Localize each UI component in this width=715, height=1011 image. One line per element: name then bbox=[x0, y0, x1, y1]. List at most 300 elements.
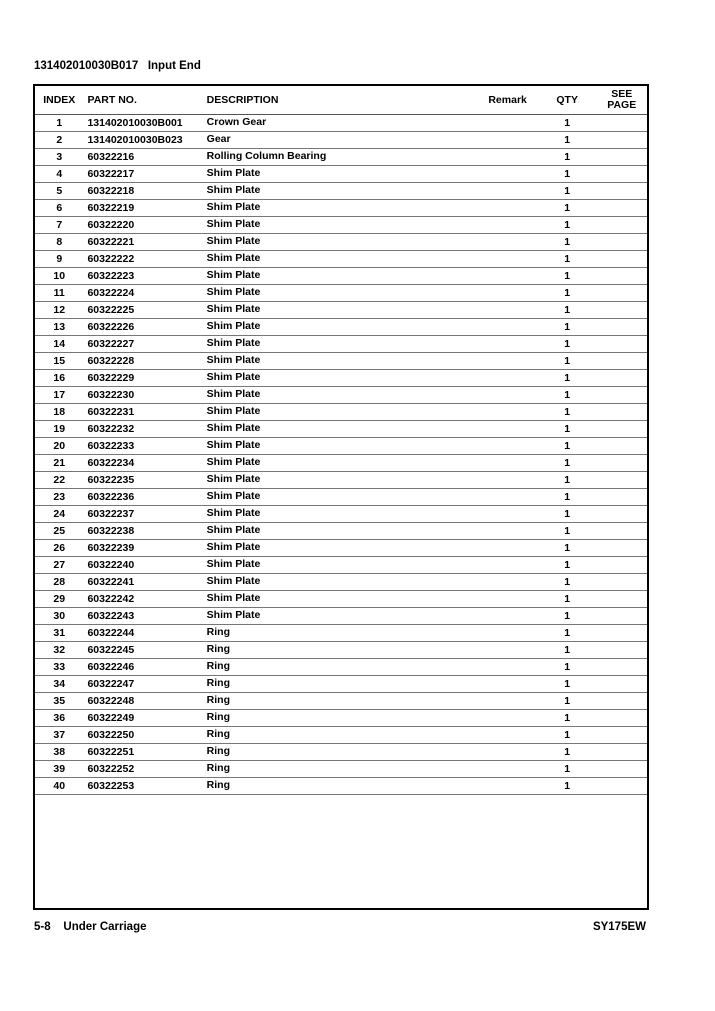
table-row bbox=[35, 744, 647, 761]
cell-description bbox=[207, 659, 478, 676]
cell-part-no: 60322226 bbox=[83, 319, 206, 336]
col-header-qty: QTY bbox=[538, 86, 597, 115]
cell-index: 28 bbox=[35, 574, 83, 591]
cell-description bbox=[207, 285, 478, 302]
description-text: Shim Plate bbox=[206, 218, 261, 230]
cell-index: 19 bbox=[35, 421, 83, 438]
cell-part-no: 60322252 bbox=[83, 761, 206, 778]
cell-see-page bbox=[596, 234, 647, 251]
description-text: Shim Plate bbox=[206, 609, 261, 621]
cell-index: 14 bbox=[35, 336, 83, 353]
cell-qty: 1 bbox=[538, 166, 597, 183]
table-row bbox=[35, 132, 647, 149]
cell-see-page bbox=[596, 642, 647, 659]
cell-qty: 1 bbox=[538, 319, 597, 336]
cell-see-page bbox=[596, 744, 647, 761]
table-row bbox=[35, 353, 647, 370]
cell-qty: 1 bbox=[538, 676, 597, 693]
cell-remark bbox=[477, 387, 538, 404]
parts-table-frame bbox=[33, 84, 649, 910]
description-text: Ring bbox=[206, 745, 230, 757]
col-header-see-page bbox=[596, 86, 647, 115]
cell-qty: 1 bbox=[538, 302, 597, 319]
cell-index: 2 bbox=[35, 132, 83, 149]
cell-description bbox=[207, 710, 478, 727]
cell-qty: 1 bbox=[538, 761, 597, 778]
cell-part-no: 60322233 bbox=[83, 438, 206, 455]
cell-description bbox=[207, 574, 478, 591]
cell-see-page bbox=[596, 132, 647, 149]
description-text: Shim Plate bbox=[206, 456, 261, 468]
description-text: Shim Plate bbox=[206, 184, 261, 196]
cell-qty: 1 bbox=[538, 608, 597, 625]
cell-description bbox=[207, 761, 478, 778]
cell-see-page bbox=[596, 506, 647, 523]
table-body bbox=[35, 115, 647, 795]
cell-remark bbox=[477, 115, 538, 132]
see-page-line-2: PAGE bbox=[607, 99, 637, 111]
cell-see-page bbox=[596, 591, 647, 608]
cell-description bbox=[207, 132, 478, 149]
cell-remark bbox=[477, 132, 538, 149]
cell-remark bbox=[477, 149, 538, 166]
parts-table bbox=[35, 86, 647, 795]
cell-part-no: 60322239 bbox=[83, 540, 206, 557]
table-row bbox=[35, 183, 647, 200]
description-text: Ring bbox=[206, 711, 230, 723]
description-text: Crown Gear bbox=[206, 116, 267, 128]
cell-index: 34 bbox=[35, 676, 83, 693]
cell-remark bbox=[477, 200, 538, 217]
cell-remark bbox=[477, 455, 538, 472]
cell-qty: 1 bbox=[538, 438, 597, 455]
cell-remark bbox=[477, 625, 538, 642]
table-row bbox=[35, 115, 647, 132]
table-row bbox=[35, 149, 647, 166]
table-row bbox=[35, 693, 647, 710]
cell-part-no: 60322236 bbox=[83, 489, 206, 506]
cell-part-no: 60322234 bbox=[83, 455, 206, 472]
cell-part-no: 60322247 bbox=[83, 676, 206, 693]
table-row bbox=[35, 404, 647, 421]
cell-description bbox=[207, 642, 478, 659]
cell-remark bbox=[477, 421, 538, 438]
table-header-row bbox=[35, 86, 647, 115]
col-header-remark: Remark bbox=[477, 86, 538, 115]
cell-remark bbox=[477, 336, 538, 353]
cell-qty: 1 bbox=[538, 200, 597, 217]
cell-description bbox=[207, 506, 478, 523]
cell-remark bbox=[477, 761, 538, 778]
cell-see-page bbox=[596, 285, 647, 302]
cell-part-no: 60322229 bbox=[83, 370, 206, 387]
cell-see-page bbox=[596, 421, 647, 438]
description-text: Shim Plate bbox=[206, 320, 261, 332]
cell-index: 1 bbox=[35, 115, 83, 132]
cell-qty: 1 bbox=[538, 693, 597, 710]
description-text: Shim Plate bbox=[206, 252, 261, 264]
table-row bbox=[35, 761, 647, 778]
cell-index: 12 bbox=[35, 302, 83, 319]
cell-index: 11 bbox=[35, 285, 83, 302]
cell-qty: 1 bbox=[538, 268, 597, 285]
cell-part-no: 60322246 bbox=[83, 659, 206, 676]
cell-index: 9 bbox=[35, 251, 83, 268]
cell-qty: 1 bbox=[538, 370, 597, 387]
cell-part-no: 60322222 bbox=[83, 251, 206, 268]
table-row bbox=[35, 574, 647, 591]
description-text: Ring bbox=[206, 643, 230, 655]
cell-see-page bbox=[596, 455, 647, 472]
cell-qty: 1 bbox=[538, 421, 597, 438]
cell-qty: 1 bbox=[538, 285, 597, 302]
cell-part-no: 60322253 bbox=[83, 778, 206, 795]
table-row bbox=[35, 370, 647, 387]
cell-part-no: 60322225 bbox=[83, 302, 206, 319]
cell-qty: 1 bbox=[538, 557, 597, 574]
cell-remark bbox=[477, 744, 538, 761]
cell-description bbox=[207, 591, 478, 608]
cell-remark bbox=[477, 268, 538, 285]
cell-see-page bbox=[596, 183, 647, 200]
cell-description bbox=[207, 489, 478, 506]
cell-qty: 1 bbox=[538, 540, 597, 557]
cell-qty: 1 bbox=[538, 353, 597, 370]
description-text: Shim Plate bbox=[206, 575, 261, 587]
cell-remark bbox=[477, 676, 538, 693]
cell-remark bbox=[477, 778, 538, 795]
table-row bbox=[35, 285, 647, 302]
cell-qty: 1 bbox=[538, 132, 597, 149]
cell-qty: 1 bbox=[538, 149, 597, 166]
cell-qty: 1 bbox=[538, 217, 597, 234]
cell-part-no: 131402010030B023 bbox=[83, 132, 206, 149]
cell-qty: 1 bbox=[538, 489, 597, 506]
description-text: Ring bbox=[206, 762, 230, 774]
description-text: Shim Plate bbox=[206, 592, 261, 604]
cell-part-no: 60322221 bbox=[83, 234, 206, 251]
description-text: Shim Plate bbox=[206, 286, 261, 298]
cell-see-page bbox=[596, 149, 647, 166]
cell-description bbox=[207, 217, 478, 234]
table-row bbox=[35, 217, 647, 234]
cell-part-no: 60322242 bbox=[83, 591, 206, 608]
cell-remark bbox=[477, 217, 538, 234]
table-row bbox=[35, 302, 647, 319]
table-row bbox=[35, 268, 647, 285]
table-row bbox=[35, 166, 647, 183]
cell-remark bbox=[477, 166, 538, 183]
cell-part-no: 60322249 bbox=[83, 710, 206, 727]
col-header-index: INDEX bbox=[35, 86, 83, 115]
cell-qty: 1 bbox=[538, 336, 597, 353]
cell-qty: 1 bbox=[538, 710, 597, 727]
col-header-description: DESCRIPTION bbox=[207, 86, 478, 115]
table-row bbox=[35, 608, 647, 625]
description-text: Shim Plate bbox=[206, 303, 261, 315]
cell-index: 27 bbox=[35, 557, 83, 574]
cell-description bbox=[207, 370, 478, 387]
cell-part-no: 131402010030B001 bbox=[83, 115, 206, 132]
cell-part-no: 60322219 bbox=[83, 200, 206, 217]
cell-qty: 1 bbox=[538, 115, 597, 132]
table-row bbox=[35, 421, 647, 438]
cell-see-page bbox=[596, 540, 647, 557]
cell-qty: 1 bbox=[538, 455, 597, 472]
cell-description bbox=[207, 149, 478, 166]
table-row bbox=[35, 778, 647, 795]
description-text: Shim Plate bbox=[206, 388, 261, 400]
table-row bbox=[35, 676, 647, 693]
footer-section: 5-8 Under Carriage bbox=[34, 921, 147, 933]
table-row bbox=[35, 387, 647, 404]
cell-index: 15 bbox=[35, 353, 83, 370]
cell-remark bbox=[477, 183, 538, 200]
cell-description bbox=[207, 234, 478, 251]
table-row bbox=[35, 727, 647, 744]
cell-see-page bbox=[596, 217, 647, 234]
table-row bbox=[35, 319, 647, 336]
cell-index: 26 bbox=[35, 540, 83, 557]
cell-index: 6 bbox=[35, 200, 83, 217]
cell-index: 24 bbox=[35, 506, 83, 523]
cell-see-page bbox=[596, 166, 647, 183]
cell-remark bbox=[477, 251, 538, 268]
cell-part-no: 60322235 bbox=[83, 472, 206, 489]
cell-index: 3 bbox=[35, 149, 83, 166]
table-row bbox=[35, 234, 647, 251]
cell-description bbox=[207, 693, 478, 710]
description-text: Shim Plate bbox=[206, 167, 261, 179]
cell-remark bbox=[477, 370, 538, 387]
description-text: Ring bbox=[206, 779, 230, 791]
cell-see-page bbox=[596, 387, 647, 404]
cell-see-page bbox=[596, 489, 647, 506]
cell-description bbox=[207, 404, 478, 421]
cell-description bbox=[207, 455, 478, 472]
cell-qty: 1 bbox=[538, 234, 597, 251]
cell-part-no: 60322231 bbox=[83, 404, 206, 421]
cell-part-no: 60322217 bbox=[83, 166, 206, 183]
cell-see-page bbox=[596, 438, 647, 455]
cell-see-page bbox=[596, 370, 647, 387]
cell-see-page bbox=[596, 557, 647, 574]
cell-see-page bbox=[596, 404, 647, 421]
cell-part-no: 60322220 bbox=[83, 217, 206, 234]
cell-index: 21 bbox=[35, 455, 83, 472]
description-text: Ring bbox=[206, 694, 230, 706]
see-page-line-1: SEE bbox=[611, 88, 633, 100]
cell-see-page bbox=[596, 251, 647, 268]
cell-description bbox=[207, 540, 478, 557]
cell-description bbox=[207, 268, 478, 285]
cell-description bbox=[207, 727, 478, 744]
cell-see-page bbox=[596, 523, 647, 540]
cell-index: 39 bbox=[35, 761, 83, 778]
table-row bbox=[35, 336, 647, 353]
cell-qty: 1 bbox=[538, 591, 597, 608]
table-row bbox=[35, 659, 647, 676]
cell-qty: 1 bbox=[538, 642, 597, 659]
description-text: Gear bbox=[206, 133, 231, 145]
description-text: Shim Plate bbox=[206, 473, 261, 485]
cell-see-page bbox=[596, 115, 647, 132]
cell-part-no: 60322250 bbox=[83, 727, 206, 744]
cell-see-page bbox=[596, 268, 647, 285]
table-row bbox=[35, 523, 647, 540]
cell-remark bbox=[477, 489, 538, 506]
cell-index: 10 bbox=[35, 268, 83, 285]
description-text: Shim Plate bbox=[206, 371, 261, 383]
cell-description bbox=[207, 523, 478, 540]
cell-remark bbox=[477, 438, 538, 455]
cell-index: 32 bbox=[35, 642, 83, 659]
cell-remark bbox=[477, 353, 538, 370]
cell-index: 4 bbox=[35, 166, 83, 183]
cell-index: 20 bbox=[35, 438, 83, 455]
cell-remark bbox=[477, 659, 538, 676]
cell-description bbox=[207, 472, 478, 489]
cell-part-no: 60322237 bbox=[83, 506, 206, 523]
table-row bbox=[35, 200, 647, 217]
cell-qty: 1 bbox=[538, 744, 597, 761]
cell-index: 36 bbox=[35, 710, 83, 727]
description-text: Shim Plate bbox=[206, 439, 261, 451]
cell-qty: 1 bbox=[538, 659, 597, 676]
cell-description bbox=[207, 353, 478, 370]
cell-remark bbox=[477, 404, 538, 421]
cell-remark bbox=[477, 523, 538, 540]
cell-see-page bbox=[596, 727, 647, 744]
description-text: Shim Plate bbox=[206, 269, 261, 281]
cell-remark bbox=[477, 591, 538, 608]
cell-see-page bbox=[596, 761, 647, 778]
description-text: Ring bbox=[206, 660, 230, 672]
cell-index: 23 bbox=[35, 489, 83, 506]
cell-part-no: 60322244 bbox=[83, 625, 206, 642]
cell-qty: 1 bbox=[538, 506, 597, 523]
cell-see-page bbox=[596, 353, 647, 370]
cell-remark bbox=[477, 608, 538, 625]
cell-description bbox=[207, 744, 478, 761]
cell-part-no: 60322227 bbox=[83, 336, 206, 353]
cell-part-no: 60322232 bbox=[83, 421, 206, 438]
cell-description bbox=[207, 251, 478, 268]
table-row bbox=[35, 710, 647, 727]
cell-index: 22 bbox=[35, 472, 83, 489]
cell-qty: 1 bbox=[538, 523, 597, 540]
cell-see-page bbox=[596, 676, 647, 693]
cell-part-no: 60322228 bbox=[83, 353, 206, 370]
cell-qty: 1 bbox=[538, 251, 597, 268]
cell-index: 30 bbox=[35, 608, 83, 625]
cell-qty: 1 bbox=[538, 387, 597, 404]
description-text: Shim Plate bbox=[206, 422, 261, 434]
cell-remark bbox=[477, 727, 538, 744]
cell-part-no: 60322230 bbox=[83, 387, 206, 404]
col-header-part-no: PART NO. bbox=[83, 86, 206, 115]
cell-remark bbox=[477, 693, 538, 710]
cell-remark bbox=[477, 319, 538, 336]
description-text: Shim Plate bbox=[206, 201, 261, 213]
cell-see-page bbox=[596, 200, 647, 217]
cell-description bbox=[207, 200, 478, 217]
cell-description bbox=[207, 302, 478, 319]
cell-description bbox=[207, 557, 478, 574]
description-text: Shim Plate bbox=[206, 235, 261, 247]
description-text: Shim Plate bbox=[206, 354, 261, 366]
description-text: Shim Plate bbox=[206, 507, 261, 519]
cell-index: 35 bbox=[35, 693, 83, 710]
description-text: Ring bbox=[206, 626, 230, 638]
cell-description bbox=[207, 438, 478, 455]
description-text: Shim Plate bbox=[206, 524, 261, 536]
cell-description bbox=[207, 166, 478, 183]
cell-description bbox=[207, 319, 478, 336]
cell-index: 40 bbox=[35, 778, 83, 795]
cell-description bbox=[207, 387, 478, 404]
cell-index: 13 bbox=[35, 319, 83, 336]
cell-part-no: 60322216 bbox=[83, 149, 206, 166]
cell-description bbox=[207, 336, 478, 353]
cell-see-page bbox=[596, 574, 647, 591]
cell-part-no: 60322248 bbox=[83, 693, 206, 710]
cell-see-page bbox=[596, 710, 647, 727]
cell-see-page bbox=[596, 472, 647, 489]
cell-see-page bbox=[596, 608, 647, 625]
cell-part-no: 60322251 bbox=[83, 744, 206, 761]
cell-remark bbox=[477, 557, 538, 574]
cell-description bbox=[207, 676, 478, 693]
cell-description bbox=[207, 115, 478, 132]
table-row bbox=[35, 506, 647, 523]
cell-remark bbox=[477, 506, 538, 523]
cell-description bbox=[207, 625, 478, 642]
description-text: Shim Plate bbox=[206, 541, 261, 553]
cell-index: 18 bbox=[35, 404, 83, 421]
cell-description bbox=[207, 608, 478, 625]
cell-remark bbox=[477, 540, 538, 557]
description-text: Shim Plate bbox=[206, 337, 261, 349]
table-row bbox=[35, 625, 647, 642]
table-row bbox=[35, 251, 647, 268]
cell-remark bbox=[477, 710, 538, 727]
cell-see-page bbox=[596, 693, 647, 710]
cell-index: 29 bbox=[35, 591, 83, 608]
cell-part-no: 60322243 bbox=[83, 608, 206, 625]
table-row bbox=[35, 489, 647, 506]
cell-part-no: 60322224 bbox=[83, 285, 206, 302]
cell-part-no: 60322241 bbox=[83, 574, 206, 591]
cell-part-no: 60322245 bbox=[83, 642, 206, 659]
cell-part-no: 60322218 bbox=[83, 183, 206, 200]
cell-remark bbox=[477, 302, 538, 319]
cell-description bbox=[207, 778, 478, 795]
description-text: Shim Plate bbox=[206, 558, 261, 570]
cell-index: 25 bbox=[35, 523, 83, 540]
cell-description bbox=[207, 421, 478, 438]
cell-index: 16 bbox=[35, 370, 83, 387]
cell-index: 7 bbox=[35, 217, 83, 234]
description-text: Ring bbox=[206, 728, 230, 740]
cell-see-page bbox=[596, 336, 647, 353]
cell-see-page bbox=[596, 659, 647, 676]
table-row bbox=[35, 455, 647, 472]
cell-see-page bbox=[596, 625, 647, 642]
cell-part-no: 60322240 bbox=[83, 557, 206, 574]
cell-see-page bbox=[596, 319, 647, 336]
cell-remark bbox=[477, 642, 538, 659]
